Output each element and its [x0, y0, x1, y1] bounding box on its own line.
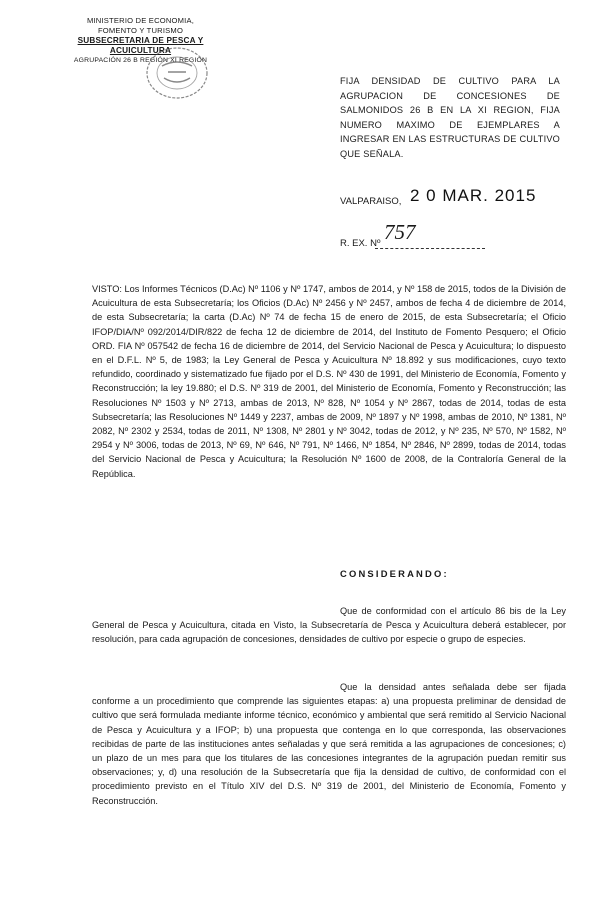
rex-underline — [375, 248, 485, 249]
letterhead-ministry-sub: FOMENTO Y TURISMO — [97, 26, 184, 35]
visto-paragraph: VISTO: Los Informes Técnicos (D.Ac) Nº 1106 y Nº 1747, ambos de 2014, y Nº 158 de 2015, todos de la División de Acuicultura de esta Subsecretaría; los Oficios (D.Ac) Nº 2456 y Nº 2457, ambos de fecha 4 de diciembre de 2014, de esta Subsecretaría; la carta (D.Ac) Nº 74 de fecha 15 de enero de 2015, de esta Subsecretaría; el Oficio IFOP/DIA/Nº 092/2014/DIR/822 de fecha 12 de diciembre de 2014, del Instituto de Fomento Pesquero; el Oficio ORD. FIA Nº 057542 de fecha 16 de diciembre de 2014, del Servicio Nacional de Pesca y Acuicultura; lo dispuesto en el D.F.L. Nº 5, de 1983; la Ley General de Pesca y Acuicultura Nº 18.892 y sus modificaciones, cuyo texto refundido, coordinado y sistematizado fue fijado por el D.S. Nº 430 de 1991, del Ministerio de Economía, Fomento y Reconstrucción; la ley 19.880; el D.S. Nº 319 de 2001, del Ministerio de Economía, Fomento y Reconstrucción; las Resoluciones Nº 1503 y Nº 2713, ambas de 2013, Nº 828, Nº 1054 y Nº 2867, todas de 2014, todas de esta Subsecretaría; las Resoluciones Nº 1449 y 2237, ambas de 2009, Nº 1897 y Nº 1998, ambas de 2010, Nº 1381, Nº 2082, Nº 2302 y 2534, todas de 2011, Nº 1308, Nº 2801 y Nº 3042, todas de 2012, y Nº 235, Nº 570, Nº 1582, Nº 2954 y Nº 3006, todas de 2013, Nº 69, Nº 646, Nº 791, Nº 1466, Nº 1854, Nº 2846, Nº 2899, todas de 2014, todas del Servicio Nacional de Pesca y Acuicultura; la Resolución Nº 1600 de 2008, de la Contraloría General de la República. — [92, 284, 566, 479]
letterhead-ministry: MINISTERIO DE ECONOMIA, — [86, 16, 195, 25]
rex-number: 757 — [384, 220, 416, 244]
date-label: VALPARAISO, — [340, 196, 402, 207]
considerando-2-paragraph: Que la densidad antes señalada debe ser fijada conforme a un procedimiento que comprende las siguientes etapas: a) una propuesta preliminar de densidad de cultivo que será formulada mediante informe técnico, económico y ambiental que será remitido al Servicio Nacional de Pesca y Acuicultura y a IFOP; b) una propuesta que contenga en lo que corresponda, las observaciones recibidas de parte de las instituciones antes señaladas y que será remitida a las agrupaciones de concesiones; c) un plazo de un mes para que los titulares de las concesiones integrantes de la agrupación puedan remitir sus observaciones; y, d) una resolución de la Subsecretaría que fija la densidad de cultivo, de conformidad con el procedimiento previsto en el Título XIV del D.S. Nº 319 de 2001, del Ministerio de Economía, Fomento y Reconstrucción. — [92, 682, 566, 806]
letterhead-agrupacion: AGRUPACIÓN 26 B REGIÓN XI REGION — [73, 57, 208, 64]
resolution-title: FIJA DENSIDAD DE CULTIVO PARA LA AGRUPACION DE CONCESIONES DE SALMONIDOS 26 B EN LA XI REGION, FIJA NUMERO MAXIMO DE EJEMPLARES A INGRESAR EN LAS ESTRUCTURAS DE CULTIVO QUE SEÑALA. — [340, 76, 560, 159]
considerando-1-paragraph: Que de conformidad con el artículo 86 bis de la Ley General de Pesca y Acuicultura, citada en Visto, la Subsecretaría de Pesca y Acuicultura deberá establecer, por resolución, para cada agrupación de concesiones, densidades de cultivo por especie o grupo de especies. — [92, 606, 566, 645]
rex-label: R. EX. Nº — [340, 238, 381, 249]
letterhead-subsecretaria: SUBSECRETARIA DE PESCA Y ACUICULTURA — [77, 36, 204, 55]
considerando-heading: CONSIDERANDO: — [340, 568, 449, 579]
office-stamp-seal — [142, 44, 212, 102]
date-stamp: 2 0 MAR. 2015 — [410, 186, 537, 205]
